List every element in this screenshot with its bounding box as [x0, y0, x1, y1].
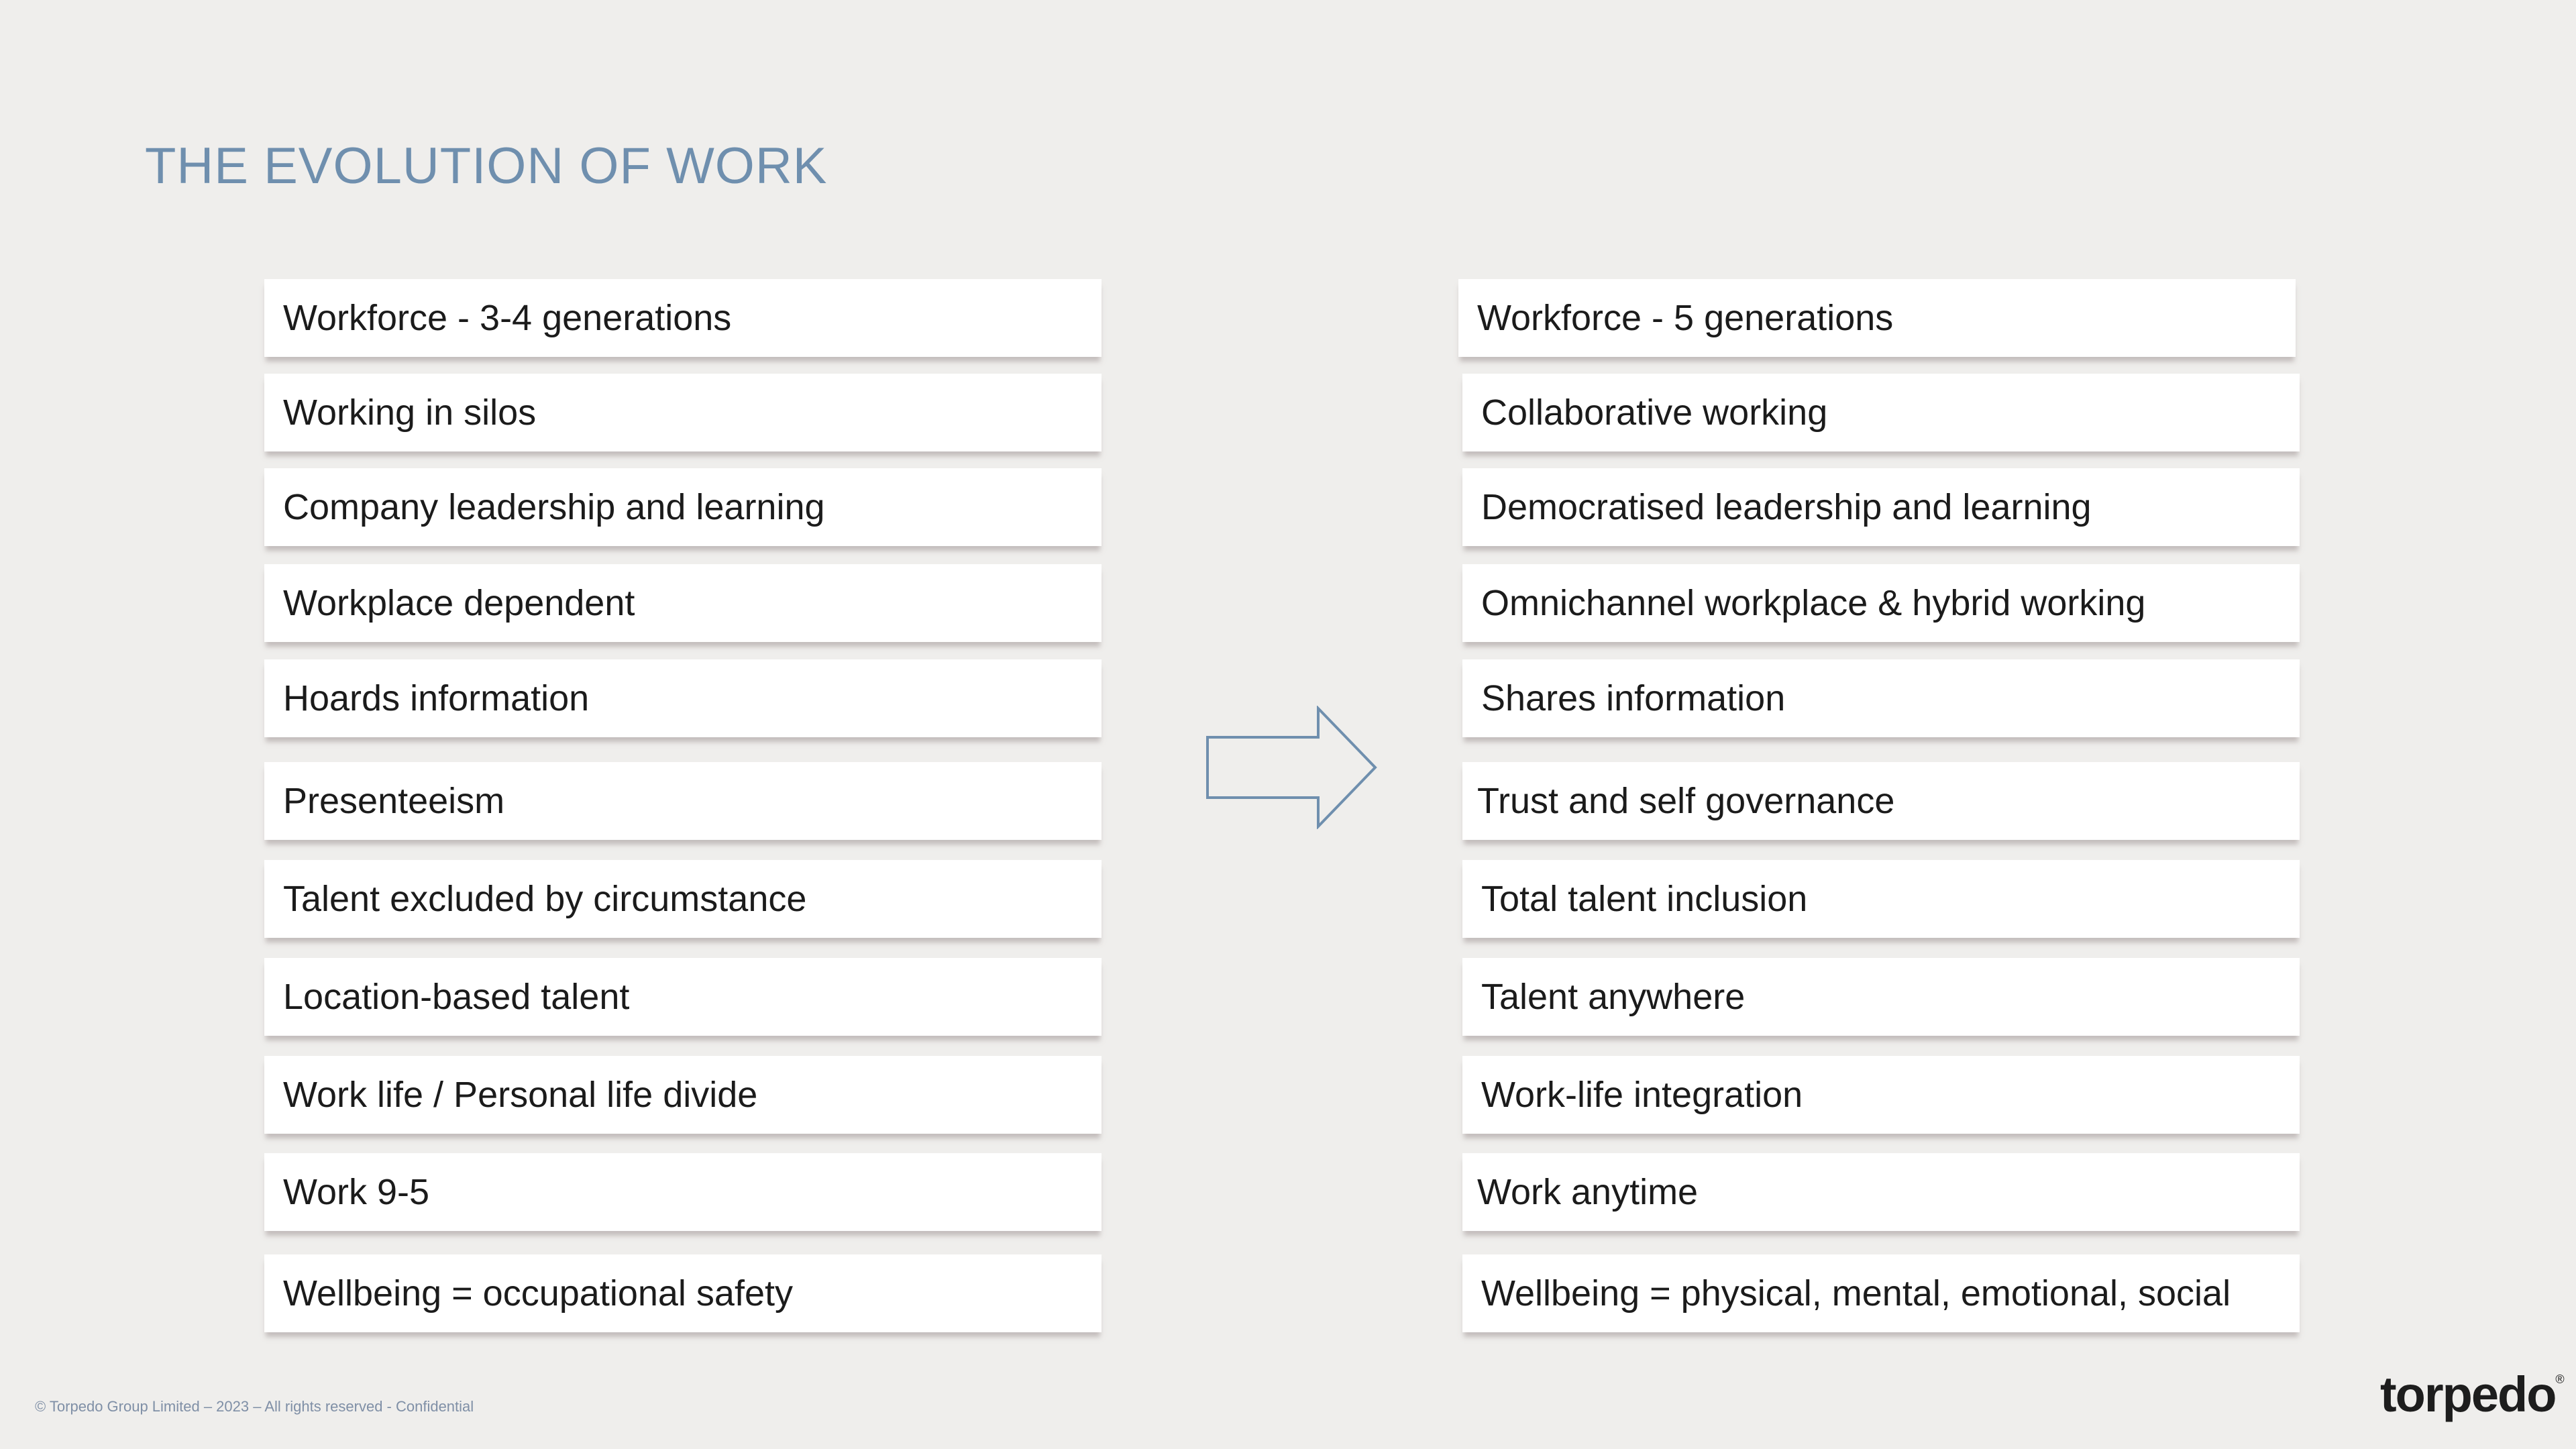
- before-item: Workforce - 3-4 generations: [264, 279, 1102, 357]
- after-item: Total talent inclusion: [1462, 860, 2300, 938]
- logo-text: torpedo: [2380, 1366, 2556, 1422]
- before-item: Hoards information: [264, 659, 1102, 737]
- before-item: Location-based talent: [264, 958, 1102, 1036]
- after-item: Trust and self governance: [1462, 762, 2300, 840]
- before-item: Wellbeing = occupational safety: [264, 1254, 1102, 1332]
- before-item: Workplace dependent: [264, 564, 1102, 642]
- after-item: Democratised leadership and learning: [1462, 468, 2300, 546]
- before-item: Talent excluded by circumstance: [264, 860, 1102, 938]
- after-item: Collaborative working: [1462, 374, 2300, 451]
- before-item: Working in silos: [264, 374, 1102, 451]
- copyright-footer: © Torpedo Group Limited – 2023 – All rights reserved - Confidential: [35, 1398, 474, 1415]
- after-item: Workforce - 5 generations: [1458, 279, 2296, 357]
- right-arrow-icon: [1205, 706, 1379, 829]
- after-item: Work anytime: [1462, 1153, 2300, 1231]
- before-item: Presenteeism: [264, 762, 1102, 840]
- after-item: Omnichannel workplace & hybrid working: [1462, 564, 2300, 642]
- torpedo-logo: [2380, 1366, 2565, 1423]
- before-item: Company leadership and learning: [264, 468, 1102, 546]
- before-item: Work 9-5: [264, 1153, 1102, 1231]
- after-item: Work-life integration: [1462, 1056, 2300, 1134]
- after-item: Wellbeing = physical, mental, emotional, social: [1462, 1254, 2300, 1332]
- before-item: Work life / Personal life divide: [264, 1056, 1102, 1134]
- after-item: Shares information: [1462, 659, 2300, 737]
- after-item: Talent anywhere: [1462, 958, 2300, 1036]
- registered-mark: ®: [2555, 1373, 2565, 1386]
- slide-title: THE EVOLUTION OF WORK: [145, 138, 828, 195]
